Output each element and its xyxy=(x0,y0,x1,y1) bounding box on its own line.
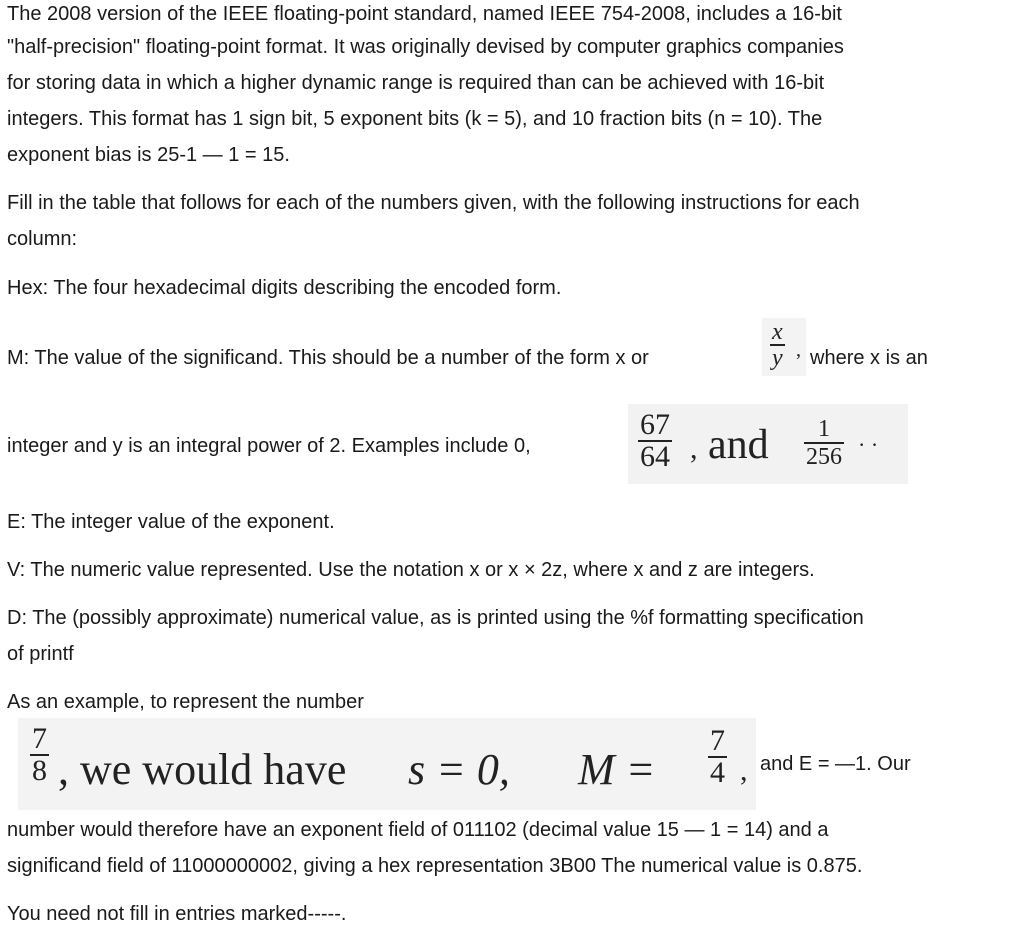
example-s-equation: s = 0, xyxy=(408,745,510,794)
example-line-2: number would therefore have an exponent field of 011102 (decimal value 15 — 1 = 14) and a xyxy=(7,819,829,841)
example-and: and xyxy=(708,422,769,468)
example-fraction-1-256 xyxy=(804,416,844,470)
m-fraction-denominator: y xyxy=(772,345,783,371)
example-1-numerator: 67 xyxy=(640,408,670,441)
m-examples-image xyxy=(628,404,908,484)
m-definition-line-1 xyxy=(7,340,649,376)
m-definition-tail: where x is an xyxy=(810,347,928,369)
v-definition: V: The numeric value represented. Use the notation x or x × 2z, where x and z are integers. xyxy=(7,559,815,581)
instructions-line-2: column: xyxy=(7,228,78,250)
example-m-fraction xyxy=(708,726,727,788)
example-1-denominator: 64 xyxy=(640,440,670,473)
m-definition-line-2: integer and y is an integral power of 2. Examples include 0, xyxy=(7,435,531,457)
example-tail: and E = —1. Our xyxy=(760,753,911,775)
m-fraction-comma: , xyxy=(796,339,801,361)
example-number-numerator: 7 xyxy=(32,722,47,755)
example-we-would-have: , we would have xyxy=(58,745,347,794)
m-fraction xyxy=(770,320,785,370)
intro-line-2: "half-precision" floating-point format. It was originally devised by computer graphics companies xyxy=(7,36,844,58)
intro-line-5: exponent bias is 25-1 — 1 = 15. xyxy=(7,144,290,166)
intro-line-4: integers. This format has 1 sign bit, 5 exponent bits (k = 5), and 10 fraction bits (n = 10). The xyxy=(7,108,823,130)
example-m-denominator: 4 xyxy=(710,756,725,789)
e-definition: E: The integer value of the exponent. xyxy=(7,511,335,533)
example-number-denominator: 8 xyxy=(32,754,47,787)
example-intro: As an example, to represent the number xyxy=(7,691,364,713)
example-m-numerator: 7 xyxy=(710,724,725,757)
example-2-numerator: 1 xyxy=(804,416,844,444)
example-2-denominator: 256 xyxy=(806,444,842,470)
instructions-line-1: Fill in the table that follows for each of the numbers given, with the following instructions for each xyxy=(7,192,860,214)
example-end-dots: · · xyxy=(858,432,879,457)
example-note: You need not fill in entries marked-----. xyxy=(7,903,347,925)
d-definition-line-1: D: The (possibly approximate) numerical value, as is printed using the %f formatting specification xyxy=(7,607,864,629)
example-comma: , xyxy=(690,432,698,465)
intro-line-3: for storing data in which a higher dynamic range is required than can be achieved with 16-bit xyxy=(7,72,825,94)
example-m-equation: M = xyxy=(578,745,656,794)
example-number-fraction xyxy=(30,724,49,786)
d-definition-line-2: of printf xyxy=(7,643,74,665)
example-m-comma: , xyxy=(740,754,748,787)
m-fraction-image xyxy=(762,318,806,376)
m-definition-text: M: The value of the significand. This should be a number of the form x or xyxy=(7,347,649,369)
hex-definition: Hex: The four hexadecimal digits describing the encoded form. xyxy=(7,277,562,299)
example-formula-image xyxy=(18,718,756,810)
intro-line-1: The 2008 version of the IEEE floating-point standard, named IEEE 754-2008, includes a 16-bit xyxy=(7,3,842,25)
m-fraction-numerator: x xyxy=(772,319,783,345)
example-fraction-67-64 xyxy=(638,410,672,472)
example-line-3: significand field of 11000000002, giving a hex representation 3B00 The numerical value is 0.875. xyxy=(7,855,863,877)
